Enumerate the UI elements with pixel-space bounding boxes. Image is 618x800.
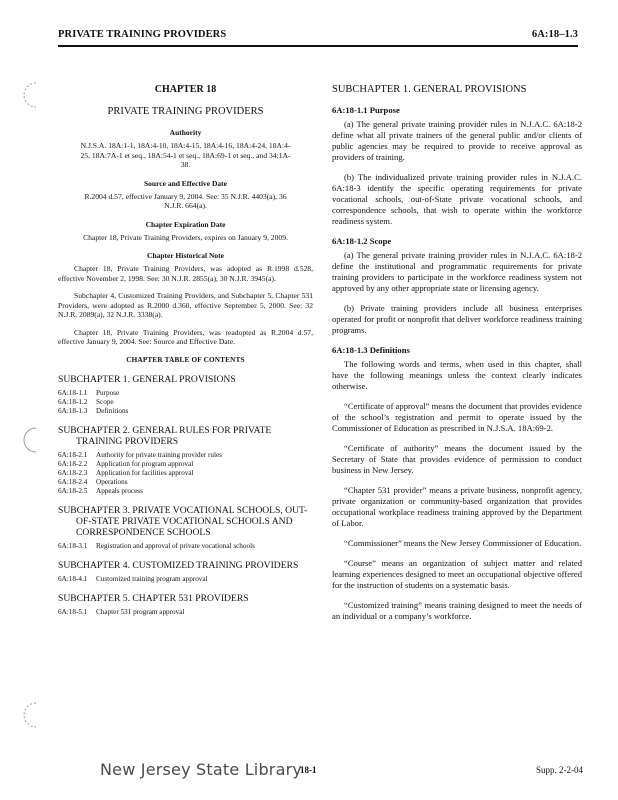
section-paragraph: (a) The general private training provider rules in N.J.A.C. 6A:18-2 define the institutional and programmatic requirements for private training providers to participate in the workforce readiness system not approved by any other appropriate state or licensing agency.: [332, 250, 582, 293]
section-heading: 6A:18-1.3 Definitions: [332, 345, 410, 355]
toc-item: 6A:18-4.1 Customized training program approval: [58, 574, 208, 583]
toc-item: 6A:18-2.5 Appeals process: [58, 486, 143, 495]
table-of-contents: [58, 374, 313, 617]
expiration-text: Chapter 18, Private Training Providers, expires on January 9, 2009.: [83, 232, 288, 242]
toc-item: 6A:18-2.3 Application for facilities approval: [58, 468, 194, 477]
toc-subchapter-title: SUBCHAPTER 4. CUSTOMIZED TRAINING PROVIDERS: [58, 559, 299, 571]
definition-paragraph: “Certificate of authority” means the document issued by the Secretary of State that provides evidence of permission to conduct business in New Jersey.: [332, 443, 582, 475]
library-watermark: New Jersey State Library: [100, 760, 303, 779]
header-section-number: 6A:18–1.3: [531, 29, 578, 40]
section-paragraph: (b) Private training providers include all business enterprises operated for profit or nonprofit that deliver workforce readiness training programs.: [332, 303, 582, 335]
toc-subchapter-title: SUBCHAPTER 2. GENERAL RULES FOR PRIVATE TRAINING PROVIDERS: [58, 424, 272, 447]
section-paragraph: (b) The individualized private training provider rules in N.J.A.C. 6A:18-3 identify the specific operating requirements for private vocational schools, out-of-State private vocational schools, and correspondence schools, that wish to operate within the workforce readiness system.: [332, 172, 582, 226]
toc-subchapter-title: SUBCHAPTER 5. CHAPTER 531 PROVIDERS: [58, 592, 249, 604]
definition-paragraph: “Certificate of approval” means the document that provides evidence of the school’s registration and permit to operate issued by the Commissioner of Education as prescribed in N.J.S.A. 18A:69-2.: [332, 401, 582, 433]
authority-heading: Authority: [169, 128, 202, 137]
definition-paragraph: “Customized training” means training designed to meet the needs of an individual or a company’s workforce.: [332, 600, 582, 621]
toc-item: 6A:18-1.1 Purpose: [58, 388, 120, 397]
toc-item: 6A:18-1.3 Definitions: [58, 406, 129, 415]
source-heading: Source and Effective Date: [144, 178, 227, 188]
source-text: R.2004 d.57, effective January 9, 2004. See: 35 N.J.R. 4403(a), 36 N.J.R. 664(a).: [84, 191, 287, 210]
section-heading: 6A:18-1.1 Purpose: [332, 105, 400, 115]
historical-note: Chapter 18, Private Training Providers, was adopted as R.1998 d.528, effective November 2, 1998. See: 30 N.J.R. 2855(a), 30 N.J.R. 3945(a).: [58, 264, 313, 283]
authority-text: N.J.S.A. 18A:1-1, 18A:4-10, 18A:4-15, 18A:4-16, 18A:4-24, 18A:4-25, 18A:7A-1 et seq., 18A:54-1 et seq., 18A:69-1 et seq., and 34:1A-38.: [80, 141, 291, 169]
toc-subchapter: [58, 505, 313, 551]
punch-hole-mark: [20, 700, 42, 730]
toc-subchapter-title: SUBCHAPTER 3. PRIVATE VOCATIONAL SCHOOLS, OUT-OF-STATE PRIVATE VOCATIONAL SCHOOLS AND CORRESPONDENCE SCHOOLS: [58, 504, 308, 538]
historical-note: Chapter 18, Private Training Providers, was readopted as R.2004 d.57, effective January 9, 2004. See: Source and Effective Date.: [58, 327, 313, 346]
supplement-date: Supp. 2-2-04: [536, 765, 583, 775]
toc-subchapter: [58, 593, 313, 617]
section-purpose: [332, 105, 582, 227]
chapter-number: CHAPTER 18: [154, 84, 217, 95]
chapter-name: PRIVATE TRAINING PROVIDERS: [107, 106, 264, 117]
right-column: [332, 84, 582, 631]
definition-paragraph: “Chapter 531 provider” means a private business, nonprofit agency, private organization or community-based organization that provides occupational workplace readiness training approved by the Department of Labor.: [332, 485, 582, 528]
definition-paragraph: “Course” means an organization of subject matter and related learning experiences designed to meet an occupational objective offered for the instruction of students on a systematic basis.: [332, 558, 582, 590]
definition-paragraph: “Commissioner” means the New Jersey Commissioner of Education.: [344, 538, 582, 548]
historical-heading: Chapter Historical Note: [147, 251, 224, 260]
punch-hole-mark: [20, 80, 42, 110]
toc-item: 6A:18-1.2 Scope: [58, 397, 114, 406]
section-definitions: [332, 345, 582, 622]
section-paragraph: The following words and terms, when used in this chapter, shall have the following meanings unless the context clearly indicates otherwise.: [332, 359, 582, 391]
toc-item: 6A:18-5.1 Chapter 531 program approval: [58, 607, 185, 616]
section-heading: 6A:18-1.2 Scope: [332, 236, 392, 246]
section-paragraph: (a) The general private training provider rules in N.J.A.C. 6A:18-2 define what all private trainers of the general public and/or clients of public agencies may be required to provide to receive approval as providers of training.: [332, 119, 582, 162]
toc-subchapter-title: SUBCHAPTER 1. GENERAL PROVISIONS: [58, 373, 236, 385]
punch-hole-mark: [20, 425, 42, 455]
header-title: PRIVATE TRAINING PROVIDERS: [58, 29, 227, 40]
left-column: [58, 84, 313, 626]
expiration-heading: Chapter Expiration Date: [145, 219, 226, 229]
subchapter-title: SUBCHAPTER 1. GENERAL PROVISIONS: [332, 84, 527, 95]
toc-subchapter: [58, 425, 313, 496]
running-header: [58, 29, 578, 47]
toc-subchapter: [58, 560, 313, 584]
historical-note: Subchapter 4, Customized Training Providers, and Subchapter 5, Chapter 531 Providers, were adopted as R.2000 d.360, effective September 5, 2000. See: 32 N.J.R. 2089(a), 32 N.J.R. 3338(a).: [58, 291, 313, 319]
toc-item: 6A:18-3.1 Registration and approval of private vocational schools: [58, 541, 255, 550]
toc-subchapter: [58, 374, 313, 416]
toc-item: 6A:18-2.1 Authority for private training provider rules: [58, 450, 222, 459]
toc-item: 6A:18-2.4 Operations: [58, 477, 128, 486]
page-number: 18-1: [300, 765, 317, 775]
section-scope: [332, 236, 582, 336]
toc-heading: CHAPTER TABLE OF CONTENTS: [126, 355, 245, 364]
toc-item: 6A:18-2.2 Application for program approval: [58, 459, 194, 468]
historical-notes: [58, 264, 313, 347]
